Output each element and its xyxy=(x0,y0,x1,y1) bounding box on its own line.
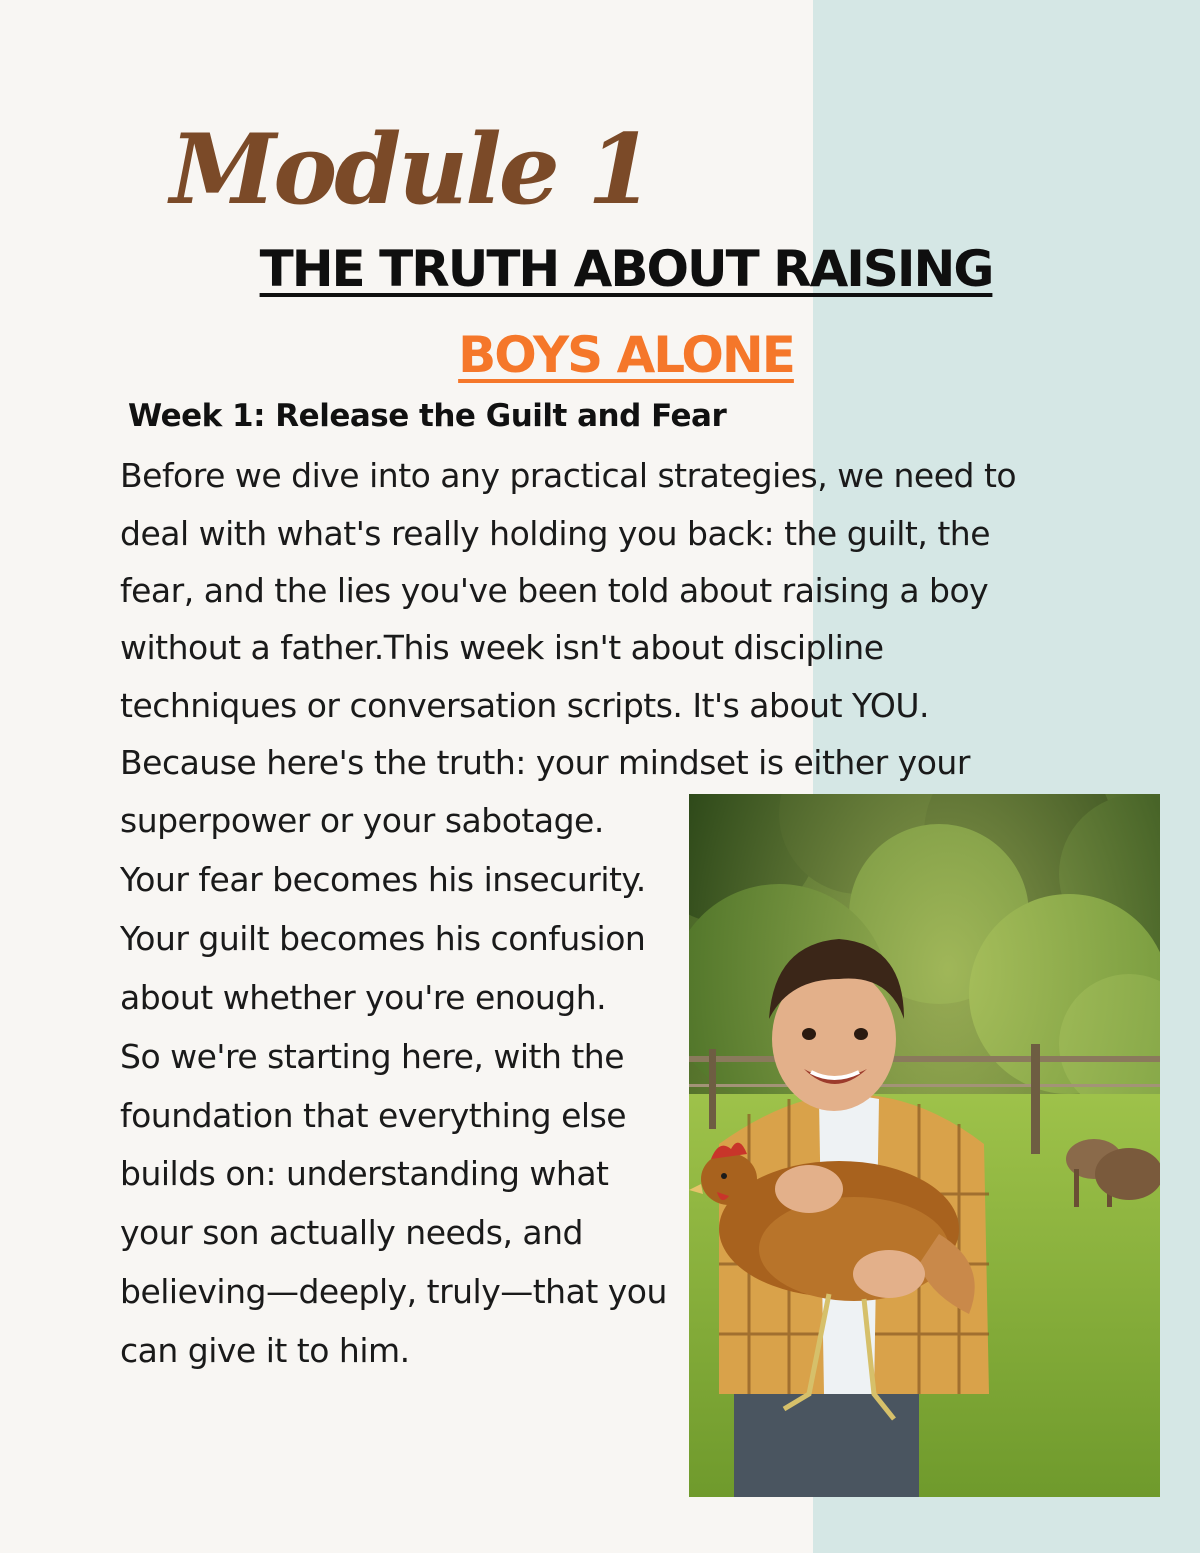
headline-line-2: BOYS ALONE xyxy=(458,326,794,384)
body-line: foundation that everything else xyxy=(120,1096,627,1135)
body-line: Before we dive into any practical strategies, we need to xyxy=(120,456,1017,495)
body-line: Your fear becomes his insecurity. xyxy=(120,860,646,899)
body-line: believing—deeply, truly—that you xyxy=(120,1272,667,1311)
body-line: techniques or conversation scripts. It's about YOU. xyxy=(120,686,929,725)
body-line: Your guilt becomes his confusion xyxy=(120,919,646,958)
body-line: fear, and the lies you've been told about raising a boy xyxy=(120,571,989,610)
body-line: can give it to him. xyxy=(120,1331,410,1370)
photo-boy-holding-chicken xyxy=(689,794,1160,1497)
body-line: So we're starting here, with the xyxy=(120,1037,625,1076)
body-line: without a father.This week isn't about discipline xyxy=(120,628,884,667)
module-title: Module 1 xyxy=(170,113,651,226)
body-line: about whether you're enough. xyxy=(120,978,607,1017)
headline-line-1: THE TRUTH ABOUT RAISING xyxy=(259,240,993,298)
body-line: deal with what's really holding you back: the guilt, the xyxy=(120,514,990,553)
body-line: superpower or your sabotage. xyxy=(120,801,604,840)
body-line: Because here's the truth: your mindset is either your xyxy=(120,743,970,782)
body-line: your son actually needs, and xyxy=(120,1213,584,1252)
week-heading: Week 1: Release the Guilt and Fear xyxy=(128,398,727,434)
body-line: builds on: understanding what xyxy=(120,1154,609,1193)
